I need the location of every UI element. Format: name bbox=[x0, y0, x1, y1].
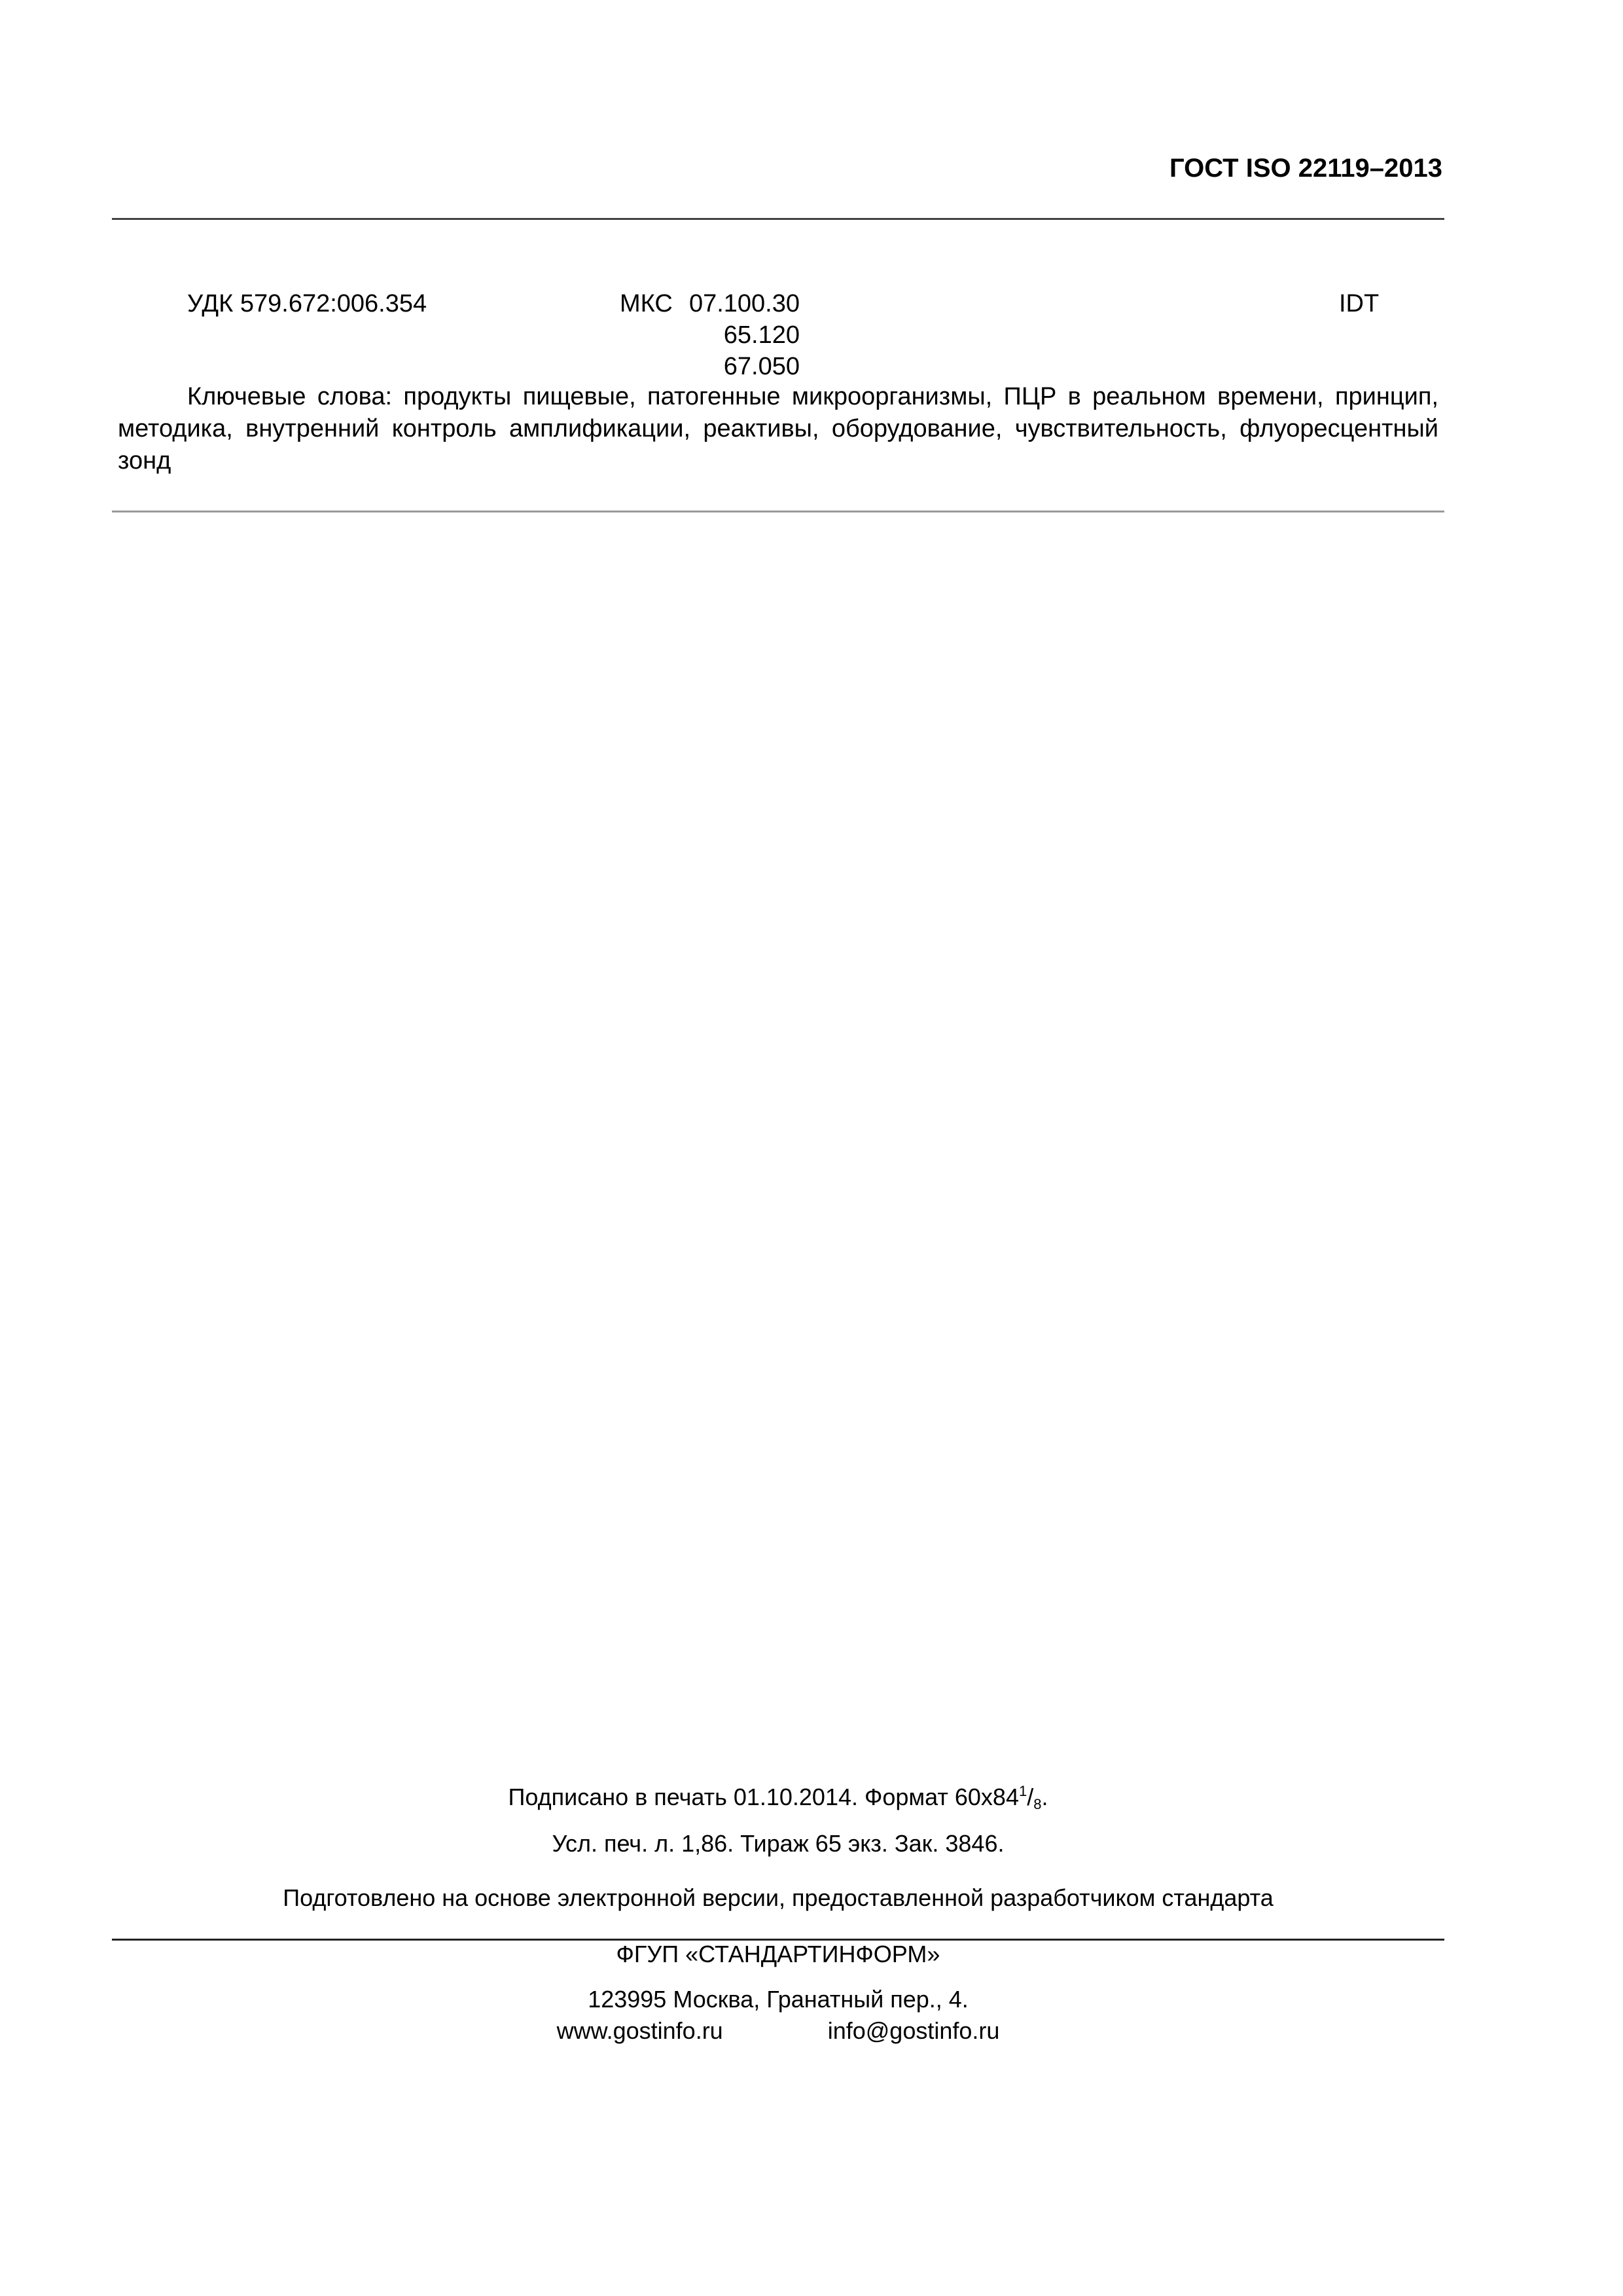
equivalence-degree: IDT bbox=[1339, 290, 1380, 317]
signed-for-print: Подписано в печать 01.10.2014. Формат $60x84^1/_8$. bbox=[508, 1783, 1048, 1812]
mks-label: МКС bbox=[620, 290, 673, 317]
mks-code: 07.100.30 bbox=[688, 290, 800, 317]
print-sheets-info: Усл. печ. л. 1,86. Тираж 65 экз. Зак. 3846. bbox=[552, 1830, 1005, 1857]
mks-codes bbox=[669, 288, 800, 382]
format-numerator: 1 bbox=[1018, 1783, 1027, 1799]
prepared-note: Подготовлено на основе электронной версии, предоставленной разработчиком стандарта bbox=[283, 1884, 1274, 1911]
standard-code: ГОСТ ISO 22119–2013 bbox=[1169, 154, 1442, 183]
email-link[interactable]: info@gostinfo.ru bbox=[827, 2017, 1000, 2044]
middle-divider bbox=[112, 511, 1444, 512]
publisher-name: ФГУП «СТАНДАРТИНФОРМ» bbox=[616, 1941, 940, 1967]
format-denominator: 8 bbox=[1033, 1796, 1042, 1812]
top-divider bbox=[112, 218, 1444, 220]
signed-suffix: . bbox=[1041, 1784, 1048, 1810]
publisher-contacts bbox=[112, 2016, 1444, 2046]
publisher-address: 123995 Москва, Гранатный пер., 4. bbox=[588, 1986, 969, 2013]
signed-prefix: Подписано в печать 01.10.2014. Формат 60x84 bbox=[508, 1784, 1019, 1810]
website-link[interactable]: www.gostinfo.ru bbox=[556, 2017, 723, 2044]
mks-code: 65.120 bbox=[723, 321, 800, 349]
keywords-paragraph: Ключевые слова: продукты пищевые, патогенные микроорганизмы, ПЦР в реальном времени, принцип, методика, внутренний контроль амплификации, реактивы, оборудование, чувствительность, флуоресцентный зонд bbox=[118, 383, 1438, 475]
udk-code: УДК 579.672:006.354 bbox=[187, 290, 427, 317]
mks-code: 67.050 bbox=[723, 353, 800, 380]
